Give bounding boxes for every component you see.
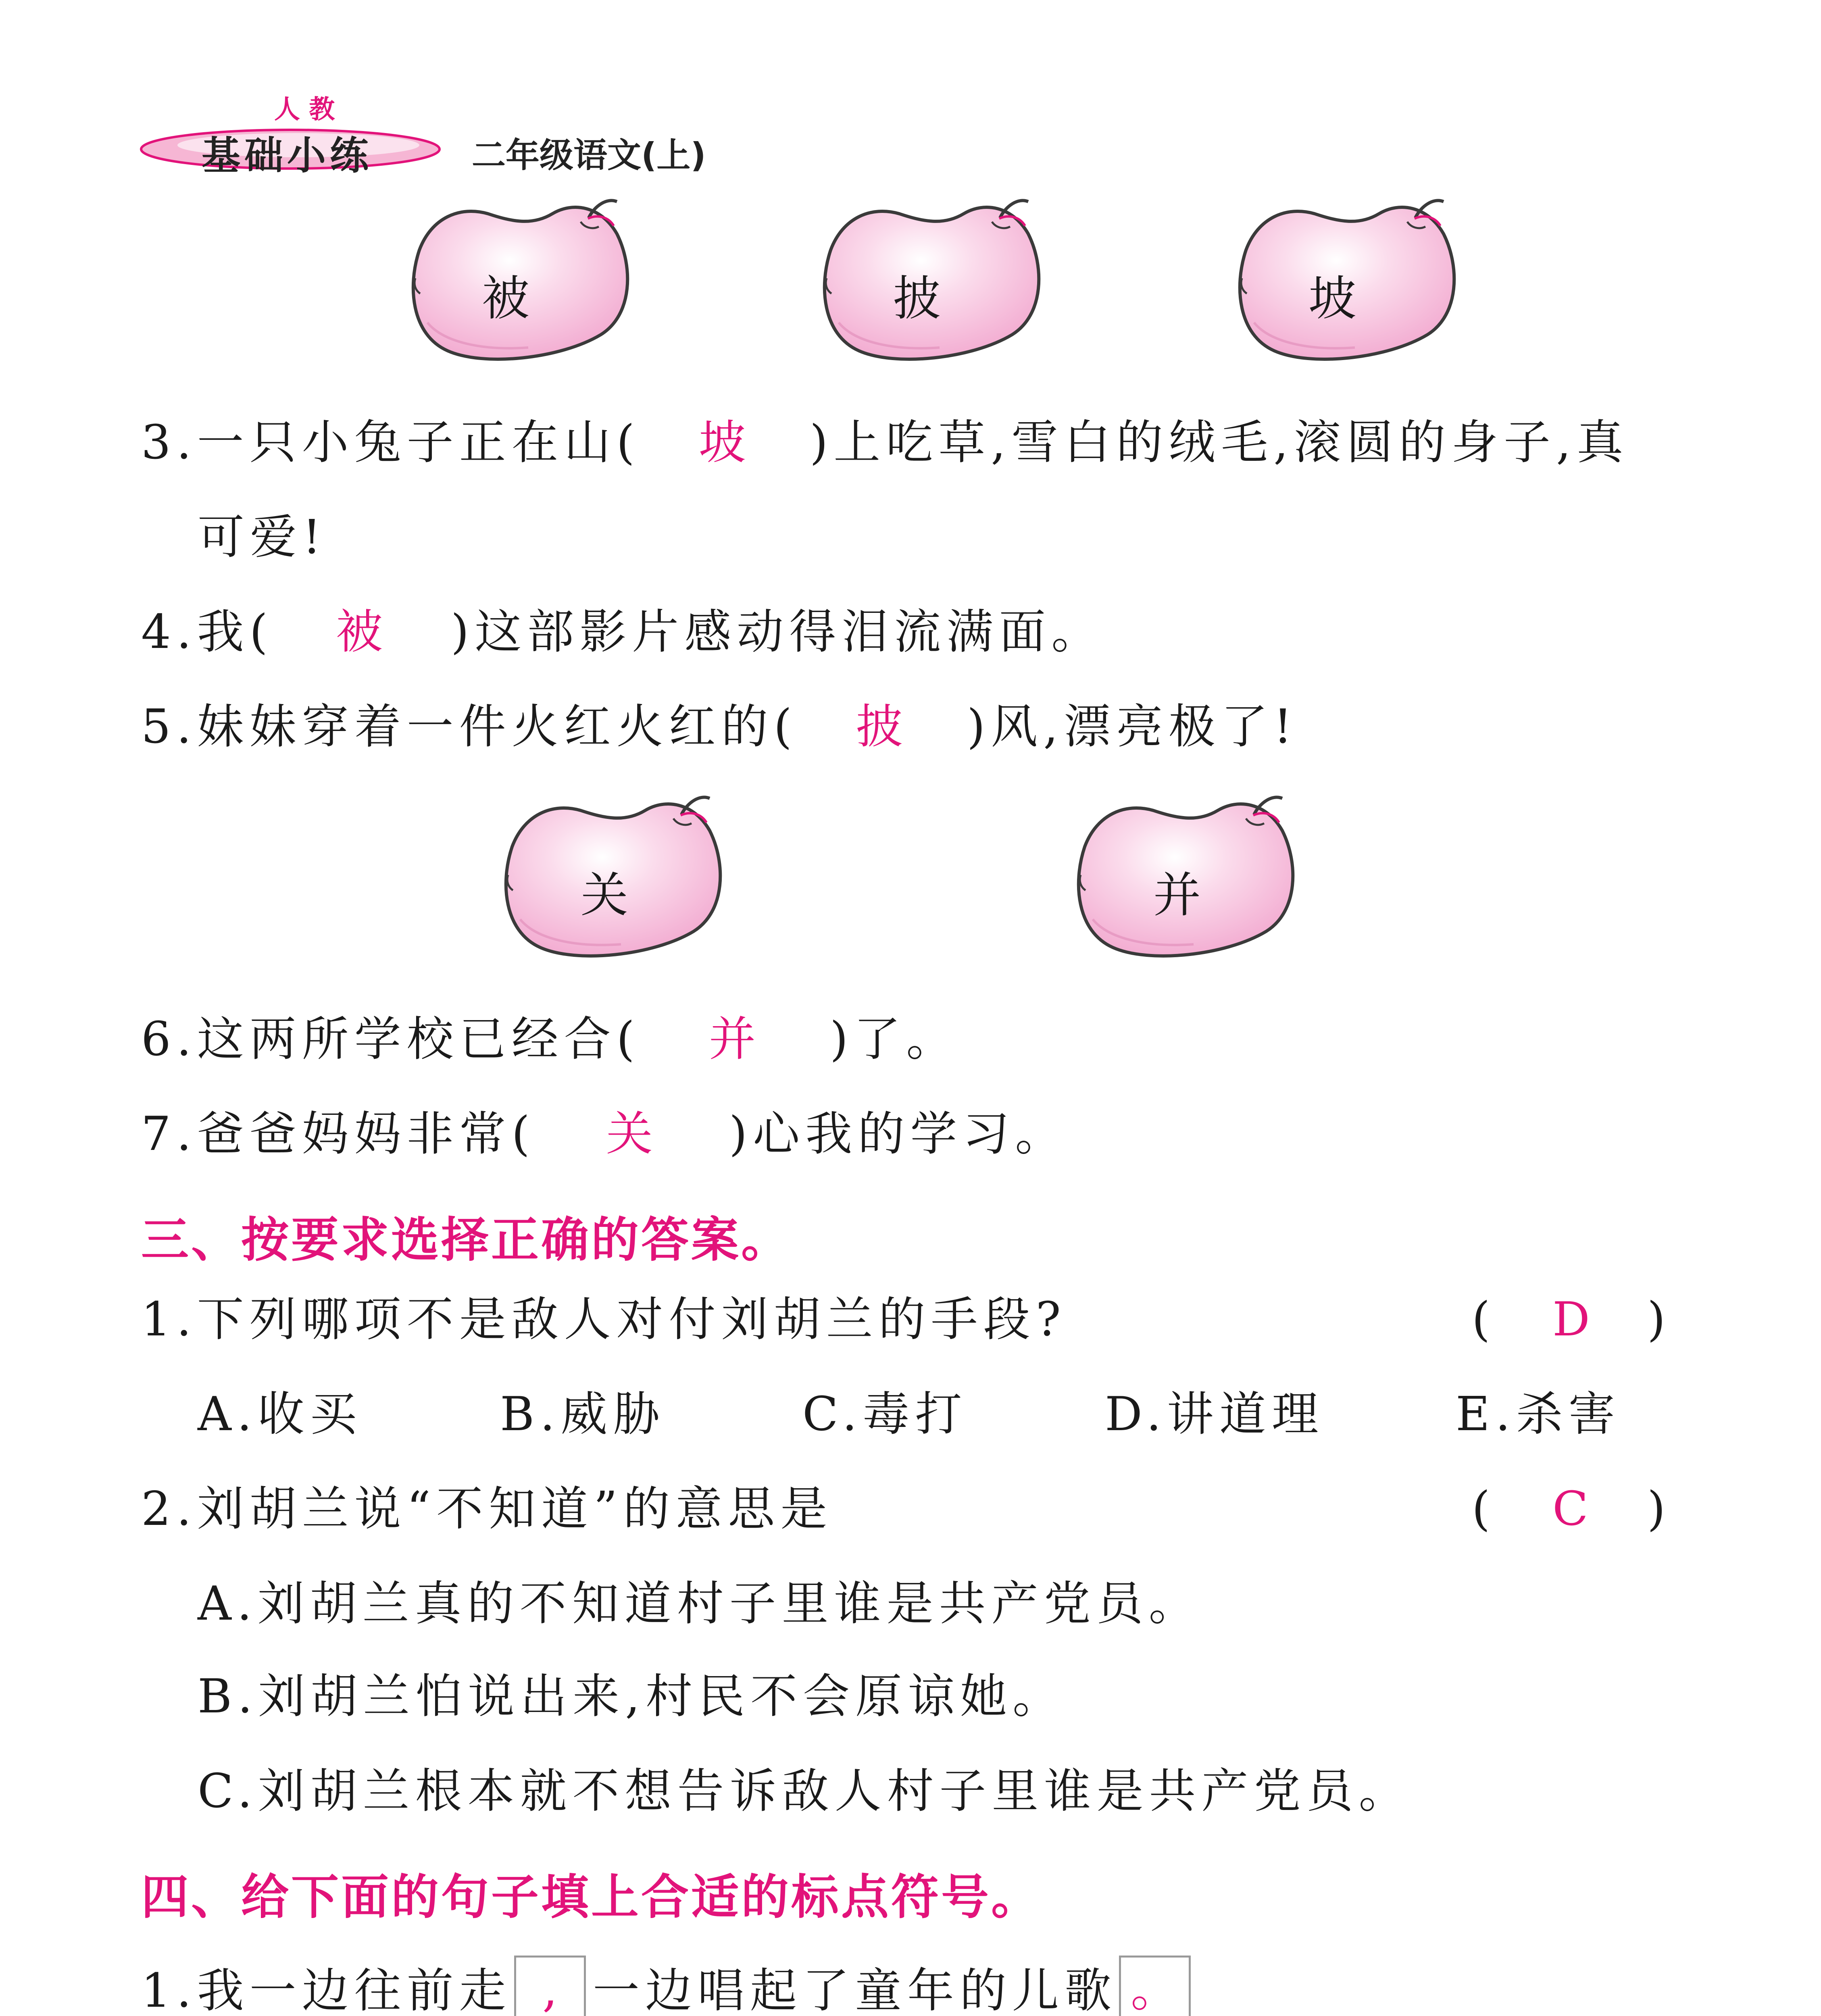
answer: 坡 (698, 415, 751, 470)
answer-paren-open: ( (1472, 1292, 1490, 1347)
punct-sentence-1-part-b: 一边唱起了童年的儿歌 (593, 1964, 1117, 2016)
question-7 (141, 1107, 1068, 1161)
header-publisher: 人 教 (274, 95, 335, 125)
bean-card (1218, 190, 1468, 367)
header-grade: 二年级语文(上) (472, 135, 706, 175)
answer: C (1552, 1482, 1588, 1536)
bean-word: 关 (581, 867, 629, 923)
bean-card (484, 786, 734, 964)
option: A.收买 (198, 1387, 363, 1441)
option: B.威胁 (500, 1387, 666, 1441)
punctuation-answer: , (542, 1962, 558, 2016)
punctuation-box (514, 1956, 586, 2016)
bean-card (391, 190, 641, 367)
answer: 关 (606, 1107, 658, 1161)
answer: 被 (335, 605, 388, 659)
question-text: 7.爸爸妈妈非常( (141, 1107, 535, 1161)
question-3 (141, 415, 1629, 470)
question-4 (141, 605, 1104, 659)
header-series: 基础小练 (202, 133, 373, 178)
choice-question-2: 2.刘胡兰说“不知道”的意思是 (141, 1482, 833, 1536)
bean-word: 并 (1153, 867, 1201, 923)
question-text: )上吃草,雪白的绒毛,滚圆的身子,真 (809, 415, 1629, 470)
section-4-title: 四、给下面的句子填上合适的标点符号。 (141, 1869, 1042, 1925)
option: E.杀害 (1456, 1387, 1621, 1441)
answer-paren-close: ) (1647, 1482, 1666, 1536)
option: B.刘胡兰怕说出来,村民不会原谅她。 (198, 1669, 1065, 1724)
choice-question-1: 1.下列哪项不是敌人对付刘胡兰的手段? (141, 1292, 1067, 1347)
question-text: 3.一只小兔子正在山( (141, 415, 640, 470)
question-text: 4.我( (141, 605, 273, 659)
punctuation-answer: 。 (1131, 1962, 1179, 2016)
punctuation-box (1119, 1956, 1191, 2016)
punct-sentence-1-part-a: 1.我一边往前走 (141, 1964, 512, 2016)
bean-card (1056, 786, 1306, 964)
question-text: 5.妹妹穿着一件火红火红的( (141, 700, 798, 754)
question-5 (141, 700, 1298, 754)
answer: 披 (856, 700, 908, 754)
option: D.讲道理 (1105, 1387, 1324, 1441)
answer-paren-open: ( (1472, 1482, 1490, 1536)
question-text: 6.这两所学校已经合( (141, 1012, 640, 1066)
question-text: )风,漂亮极了! (967, 700, 1298, 754)
question-6 (141, 1012, 959, 1066)
question-3-line2: 可爱! (198, 510, 327, 564)
header (137, 81, 742, 185)
bean-word: 坡 (1308, 271, 1356, 326)
answer-paren-close: ) (1647, 1292, 1666, 1347)
question-text: )这部影片感动得泪流满面。 (450, 605, 1104, 659)
option: C.毒打 (802, 1387, 968, 1441)
section-3-title: 三、按要求选择正确的答案。 (141, 1212, 792, 1268)
option: A.刘胡兰真的不知道村子里谁是共产党员。 (198, 1577, 1201, 1631)
answer: 并 (708, 1012, 761, 1066)
question-text: )了。 (829, 1012, 959, 1066)
option: C.刘胡兰根本就不想告诉敌人村子里谁是共产党员。 (198, 1764, 1411, 1818)
answer: D (1552, 1292, 1590, 1347)
question-text: )心我的学习。 (729, 1107, 1068, 1161)
bean-word: 披 (893, 271, 941, 326)
bean-card (802, 190, 1052, 367)
bean-word: 被 (482, 271, 530, 326)
